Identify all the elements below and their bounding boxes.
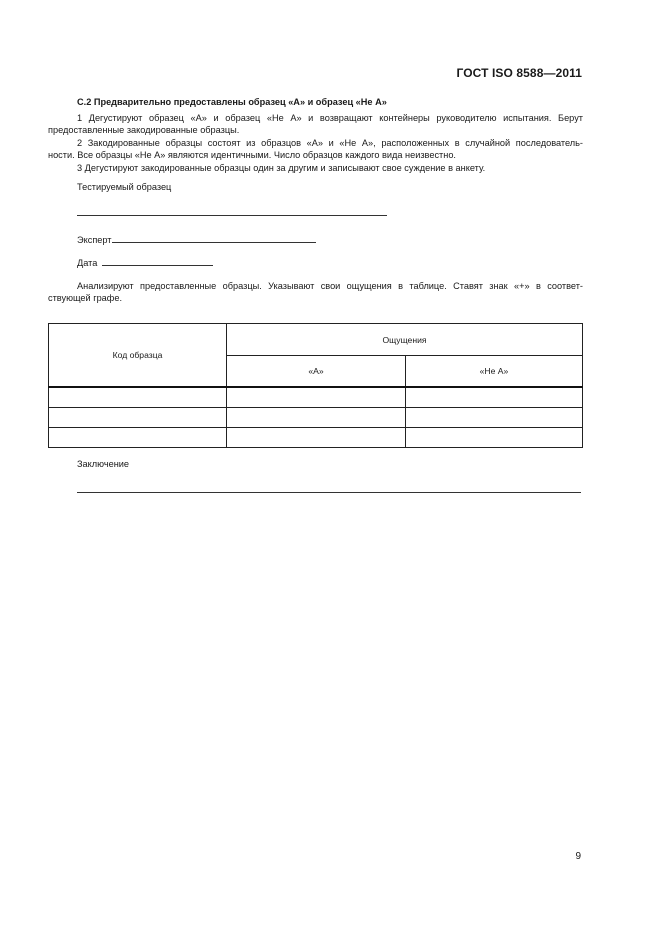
date-field[interactable] <box>102 256 213 266</box>
conclusion-field[interactable] <box>77 492 581 493</box>
sensations-header: Ощущения <box>227 324 583 356</box>
code-cell[interactable] <box>49 408 227 428</box>
sensations-table <box>48 323 583 448</box>
table-instruction <box>48 280 583 305</box>
a-cell[interactable] <box>227 408 406 428</box>
paragraph-3-line-1: 3 Дегустируют закодированные образцы один за другим и записывают свое суждение в анкету. <box>77 162 486 173</box>
col-not-a-header: «Не А» <box>406 356 583 388</box>
not-a-cell[interactable] <box>406 387 583 408</box>
conclusion-label: Заключение <box>77 459 130 469</box>
paragraph-2-line-2: ности. Все образцы «Не А» являются идентичными. Число образцов каждого вида неизвестно. <box>48 150 456 161</box>
paragraph-1-line-2: предоставленные закодированные образцы. <box>48 125 240 136</box>
document-standard-header: ГОСТ ISO 8588—2011 <box>456 66 582 80</box>
expert-row <box>77 233 316 245</box>
table-instruction-line-1: Анализируют предоставленные образцы. Указывают свои ощущения в таблице. Ставят знак «+» в соответ- <box>77 281 583 291</box>
a-cell[interactable] <box>227 387 406 408</box>
paragraph-1 <box>48 112 583 137</box>
expert-field[interactable] <box>112 233 316 243</box>
a-cell[interactable] <box>227 428 406 448</box>
tested-sample-field[interactable] <box>77 215 387 216</box>
expert-label: Эксперт <box>77 235 112 245</box>
section-c2 <box>77 96 583 111</box>
not-a-cell[interactable] <box>406 428 583 448</box>
date-row <box>77 256 213 268</box>
not-a-cell[interactable] <box>406 408 583 428</box>
tested-sample-label: Тестируемый образец <box>77 182 172 192</box>
table-row <box>49 428 583 448</box>
paragraph-1-line-1: 1 Дегустируют образец «А» и образец «Не А» и возвращают контейнеры руководителю испытания. Берут <box>77 113 583 123</box>
code-cell[interactable] <box>49 428 227 448</box>
table-row <box>49 408 583 428</box>
page-number: 9 <box>575 851 581 862</box>
paragraph-3 <box>77 162 583 174</box>
paragraph-2 <box>48 137 583 162</box>
instructions <box>48 112 583 174</box>
col-a-header: «А» <box>227 356 406 388</box>
section-title: С.2 Предварительно предоставлены образец «А» и образец «Не А» <box>77 97 387 107</box>
code-header: Код образца <box>49 324 227 388</box>
paragraph-2-line-1: 2 Закодированные образцы состоят из образцов «А» и «Не А», расположенных в случайной последователь- <box>77 137 583 148</box>
date-label: Дата <box>77 258 98 268</box>
table-row <box>49 387 583 408</box>
table-instruction-line-2: ствующей графе. <box>48 293 123 304</box>
code-cell[interactable] <box>49 387 227 408</box>
